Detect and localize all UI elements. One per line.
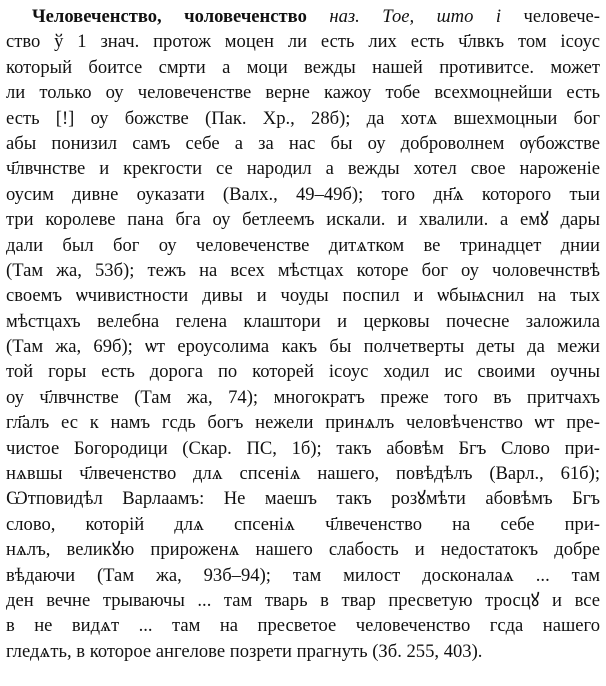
dictionary-entry	[6, 4, 600, 664]
entry-headword: Человеченство, чоловеченство	[32, 6, 307, 27]
entry-first-line	[6, 4, 600, 29]
entry-line: абы понизил самъ себе а за нас бы оу доброволнем ѹбожстве	[6, 132, 600, 154]
entry-line: дали был бог оу человеченстве дитѧтком ве тринадцет днии	[6, 234, 600, 256]
entry-line: есть [!] оу божстве (Пак. Хр., 28б); да хотѧ вшехмоцныи бог	[6, 107, 600, 129]
entry-line: ство ў 1 знач. протож моцен ли есть лих есть ч҃лвкъ том ісоус	[6, 31, 600, 53]
entry-line: мѣстцахъ велебна гелена клаштори и церковы почесне заложила	[6, 310, 600, 332]
entry-line: нѧвшы ч҃лвеченство длѧ спсеніѧ нашего, повѣдѣлъ (Варл., 61б);	[6, 463, 600, 485]
entry-line: (Там жа, 69б); ѡт ероусолима какъ бы полчетверты деты да межи	[6, 336, 600, 358]
entry-line: гл҃алъ ес к намъ гсдь богъ нежели принѧлъ человѣченство ѡт пре-	[6, 412, 600, 434]
entry-line: в не видѧт ... там на пресветое человеченство гсда нашего	[6, 615, 600, 637]
entry-line: Ѡтповидѣл Варлаамъ: Не маешъ такъ розꙋмѣти абовѣмъ Бгъ	[6, 488, 600, 510]
entry-line: нѧлъ, великꙋю прироженѧ нашего слабость и недостатокъ добре	[6, 539, 600, 561]
entry-line: ден вечне трываючы ... там тварь в твар пресветую тросцꙋ и все	[6, 589, 600, 611]
entry-line: своемъ ѡчивистности дивы и чоуды поспил и ѡбыѩснил на тых	[6, 285, 600, 307]
entry-line: ч҃лвчнстве и крекгости се народил а вежды хотел свое нароженіе	[6, 158, 600, 180]
entry-line: гледѧть, в которое ангелове позрети прагнуть (Зб. 255, 403).	[6, 640, 483, 662]
entry-line: чистое Богородици (Скар. ПС, 1б); такъ абовѣм Бгъ Слово при-	[6, 437, 600, 459]
entry-line: той горы есть дорога по которей ісоус ходил ис своими оучны	[6, 361, 600, 383]
entry-text: человече-	[501, 6, 600, 27]
entry-line: оу ч҃лвчнстве (Там жа, 74); многократъ преже того въ притчахъ	[6, 386, 600, 408]
entry-line: оусим дивне оуказати (Валх., 49–49б); того дн҃ѧ которого тыи	[6, 183, 600, 205]
entry-line: вѣдаючи (Там жа, 93б–94); там милост досконалаѧ ... там	[6, 564, 600, 586]
entry-line: (Там жа, 53б); тежъ на всех мѣстцах которе бог оу чоловечнствѣ	[6, 259, 600, 281]
entry-line: ли только оу человеченстве верне кажоу тобе всехмоцнейши есть	[6, 82, 600, 104]
entry-line: три королеве пана бга оу бетлеемъ искали. и хвалили. а емꙋ дары	[6, 209, 600, 231]
entry-gloss: наз. Тое, што і	[306, 6, 502, 27]
entry-line: который боитсе смрти а моци вежды нашей противитсе. может	[6, 56, 600, 78]
entry-line: слово, которій длѧ спсеніѧ ч҃лвеченство на себе при-	[6, 513, 600, 535]
